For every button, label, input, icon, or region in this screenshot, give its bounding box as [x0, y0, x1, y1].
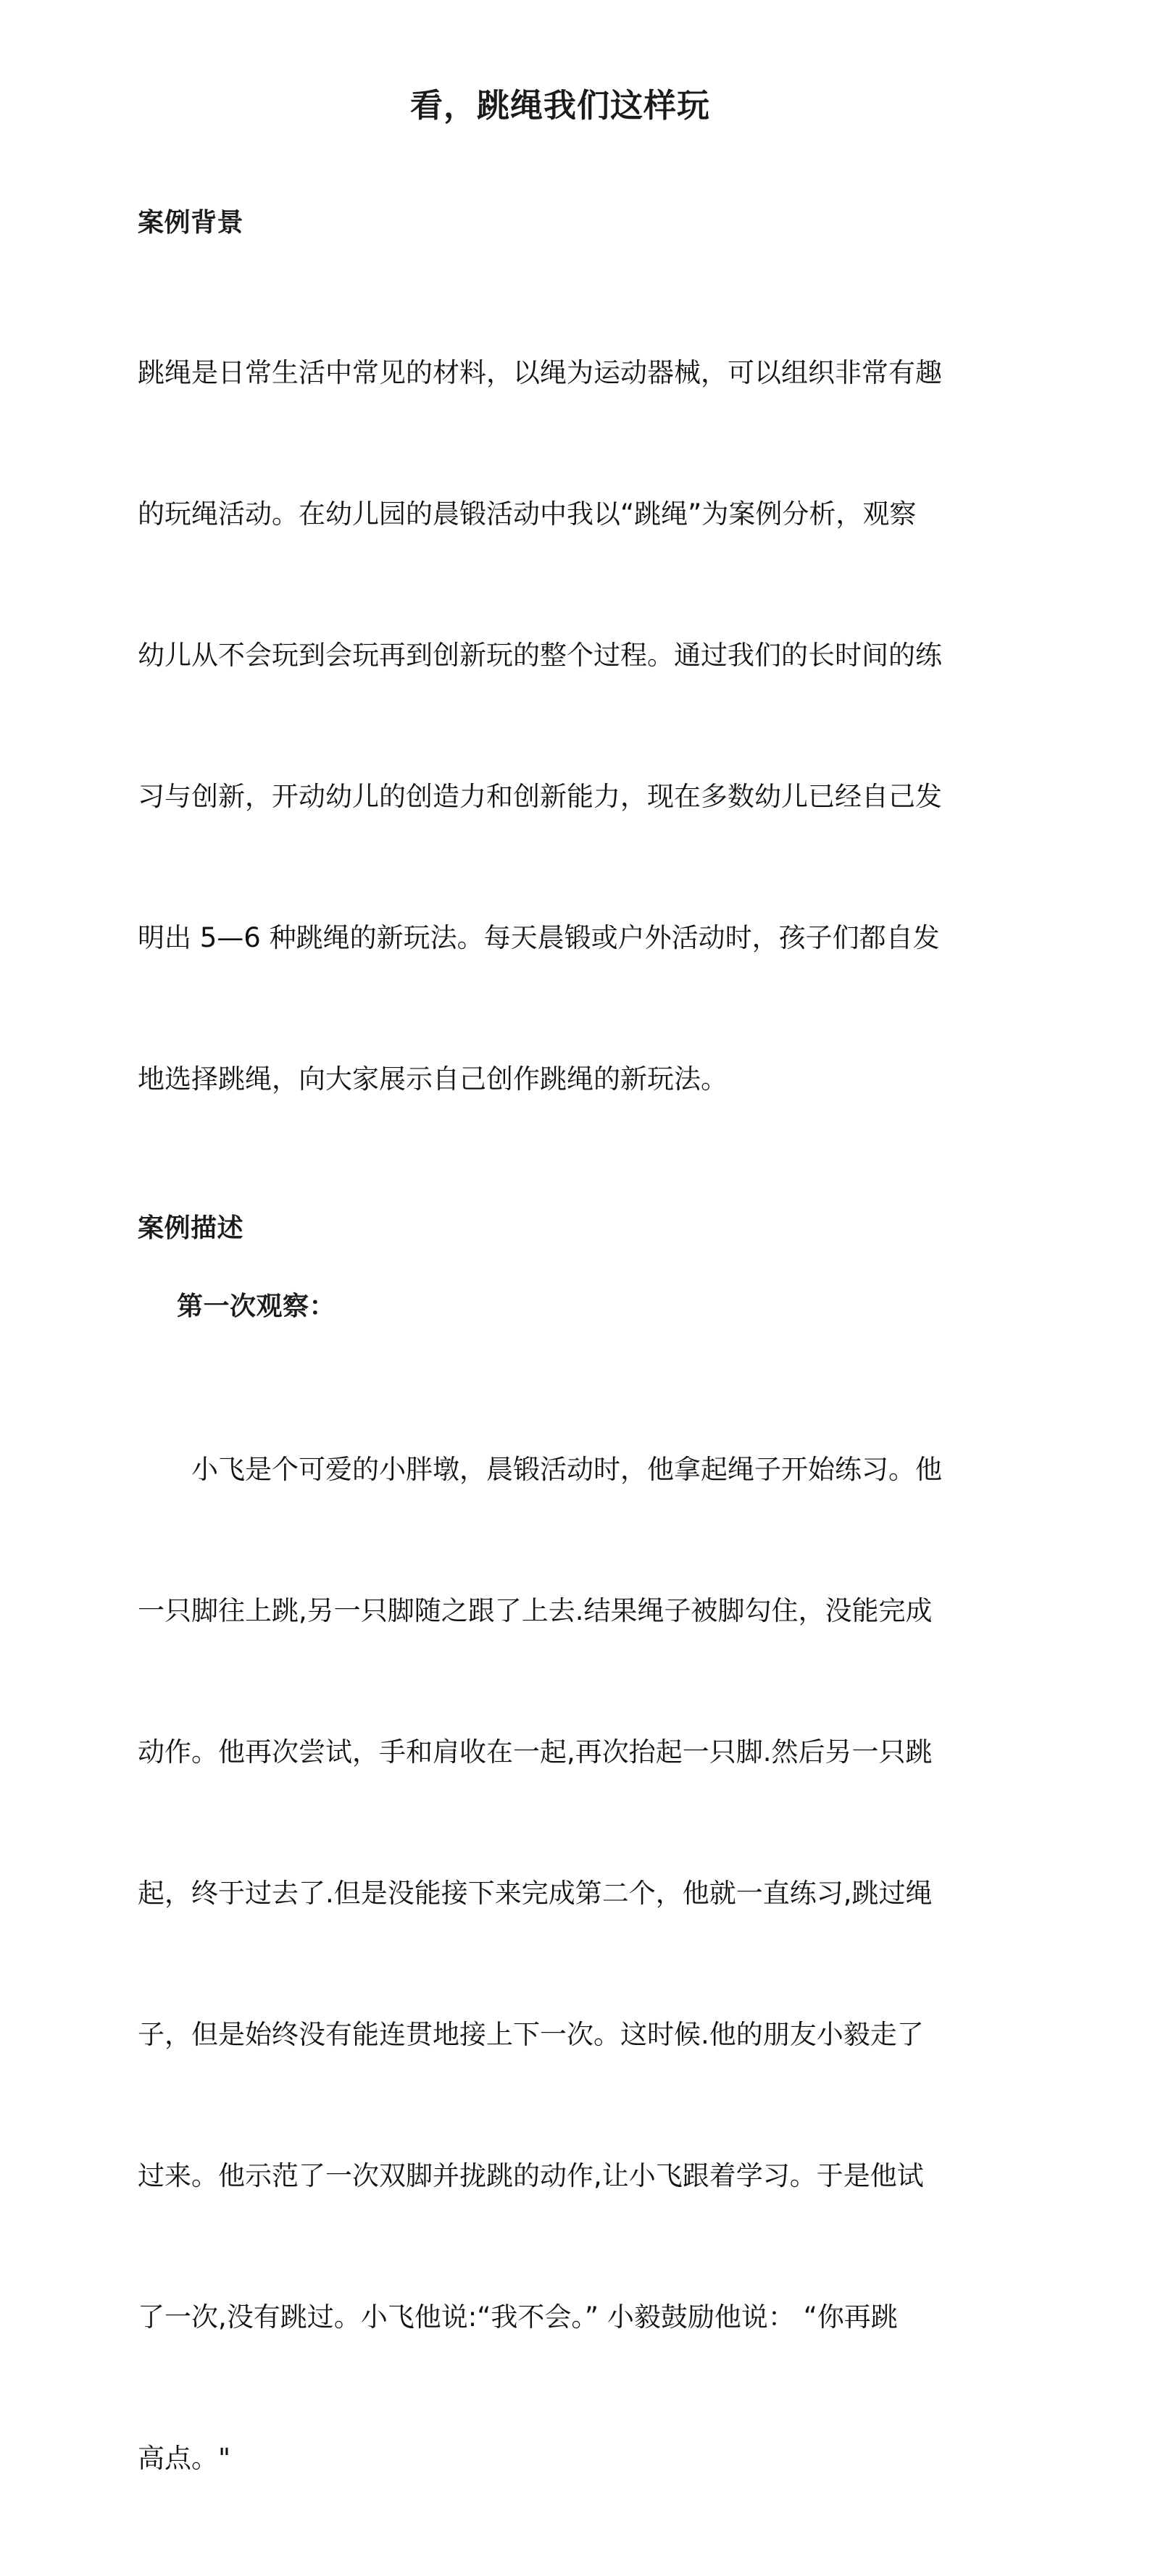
page-title: 看，跳绳我们这样玩 [409, 86, 710, 125]
document-content [138, 0, 983, 2576]
paragraph-line: 过来。他示范了一次双脚并拢跳的动作,让小飞跟着学习。于是他试 [138, 2160, 924, 2192]
paragraph-line: 跳绳是日常生活中常见的材料，以绳为运动器械，可以组织非常有趣 [138, 357, 942, 389]
section-heading-case-description: 案例描述 [138, 1213, 244, 1244]
paragraph-line: 子，但是始终没有能连贯地接上下一次。这时候.他的朋友小毅走了 [138, 2019, 924, 2051]
paragraph-line: 小飞是个可爱的小胖墩，晨锻活动时，他拿起绳子开始练习。他 [138, 1454, 942, 1486]
paragraph-line: 明出 5—6 种跳绳的新玩法。每天晨锻或户外活动时，孩子们都自发 [138, 922, 940, 954]
paragraph-line: 的玩绳活动。在幼儿园的晨锻活动中我以“跳绳”为案例分析，观察 [138, 498, 917, 530]
paragraph-case-background [138, 255, 983, 1197]
paragraph-line: 了一次,没有跳过。小飞他说:“我不会。” 小毅鼓励他说： “你再跳 [138, 2301, 898, 2333]
paragraph-line: 起，终于过去了.但是没能接下来完成第二个，他就一直练习,跳过绳 [138, 1878, 933, 1910]
section-heading-case-background: 案例背景 [138, 208, 244, 238]
paragraph-line: 高点。" [138, 2443, 231, 2475]
sub-heading-first-observation: 第一次观察： [177, 1292, 336, 1322]
paragraph-line: 地选择跳绳，向大家展示自己创作跳绳的新玩法。 [138, 1063, 728, 1095]
paragraph-line: 习与创新，开动幼儿的创造力和创新能力，现在多数幼儿已经自己发 [138, 781, 942, 813]
paragraph-line: 动作。他再次尝试，手和肩收在一起,再次抬起一只脚.然后另一只跳 [138, 1736, 933, 1768]
paragraph-first-observation [138, 1352, 983, 2576]
paragraph-line: 幼儿从不会玩到会玩再到创新玩的整个过程。通过我们的长时间的练 [138, 640, 942, 672]
paragraph-line: 一只脚往上跳,另一只脚随之跟了上去.结果绳子被脚勾住，没能完成 [138, 1595, 933, 1627]
